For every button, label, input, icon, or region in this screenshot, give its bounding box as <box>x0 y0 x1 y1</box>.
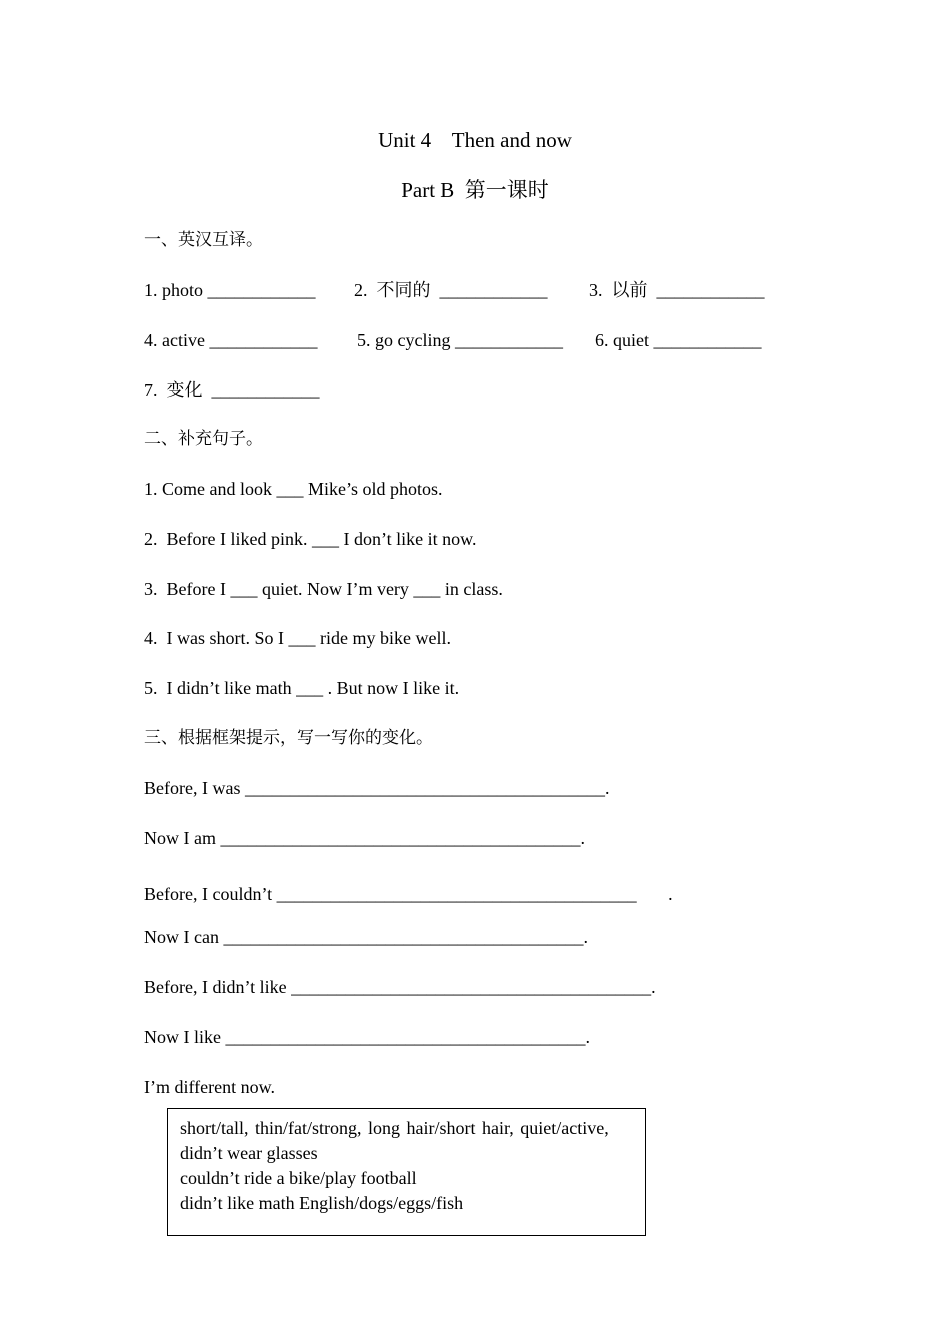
writing-line-4: Now I can ________________________________________. <box>144 927 588 947</box>
translate-item-1: 1. photo ____________ <box>144 280 316 300</box>
writing-line-5: Before, I didn’t like ________________________________________. <box>144 977 656 997</box>
translate-item-6: 6. quiet ____________ <box>595 330 762 350</box>
section1-heading: 一、英汉互译。 <box>144 230 263 250</box>
writing-line-3: Before, I couldn’t ________________________________________ . <box>144 884 673 904</box>
writing-line-2: Now I am ________________________________________. <box>144 828 585 848</box>
writing-line-1: Before, I was ________________________________________. <box>144 778 610 798</box>
lesson-title: Part B 第一课时 <box>401 178 549 202</box>
sentence-item-4: 4. I was short. So I ___ ride my bike well. <box>144 628 451 648</box>
unit-title: Unit 4 Then and now <box>378 128 572 152</box>
sentence-item-3: 3. Before I ___ quiet. Now I’m very ___ in class. <box>144 579 503 599</box>
section3-heading: 三、根据框架提示，写一写你的变化。 <box>144 728 433 748</box>
closing-line: I’m different now. <box>144 1077 275 1097</box>
hint-line: couldn’t ride a bike/play football <box>180 1168 417 1188</box>
translate-item-7: 7. 变化 ____________ <box>144 380 320 400</box>
hint-line: short/tall, thin/fat/strong, long hair/short hair, quiet/active, <box>180 1118 609 1138</box>
sentence-item-5: 5. I didn’t like math ___ . But now I like it. <box>144 678 460 698</box>
translate-item-3: 3. 以前 ____________ <box>589 280 765 300</box>
hint-box <box>167 1108 646 1236</box>
sentence-item-1: 1. Come and look ___ Mike’s old photos. <box>144 479 443 499</box>
hint-line: didn’t like math English/dogs/eggs/fish <box>180 1193 464 1213</box>
section2-heading: 二、补充句子。 <box>144 429 263 449</box>
sentence-item-2: 2. Before I liked pink. ___ I don’t like it now. <box>144 529 477 549</box>
writing-line-6: Now I like ________________________________________. <box>144 1027 590 1047</box>
hint-line: didn’t wear glasses <box>180 1143 318 1163</box>
translate-item-4: 4. active ____________ <box>144 330 318 350</box>
translate-item-5: 5. go cycling ____________ <box>357 330 563 350</box>
translate-item-2: 2. 不同的 ____________ <box>354 280 548 300</box>
